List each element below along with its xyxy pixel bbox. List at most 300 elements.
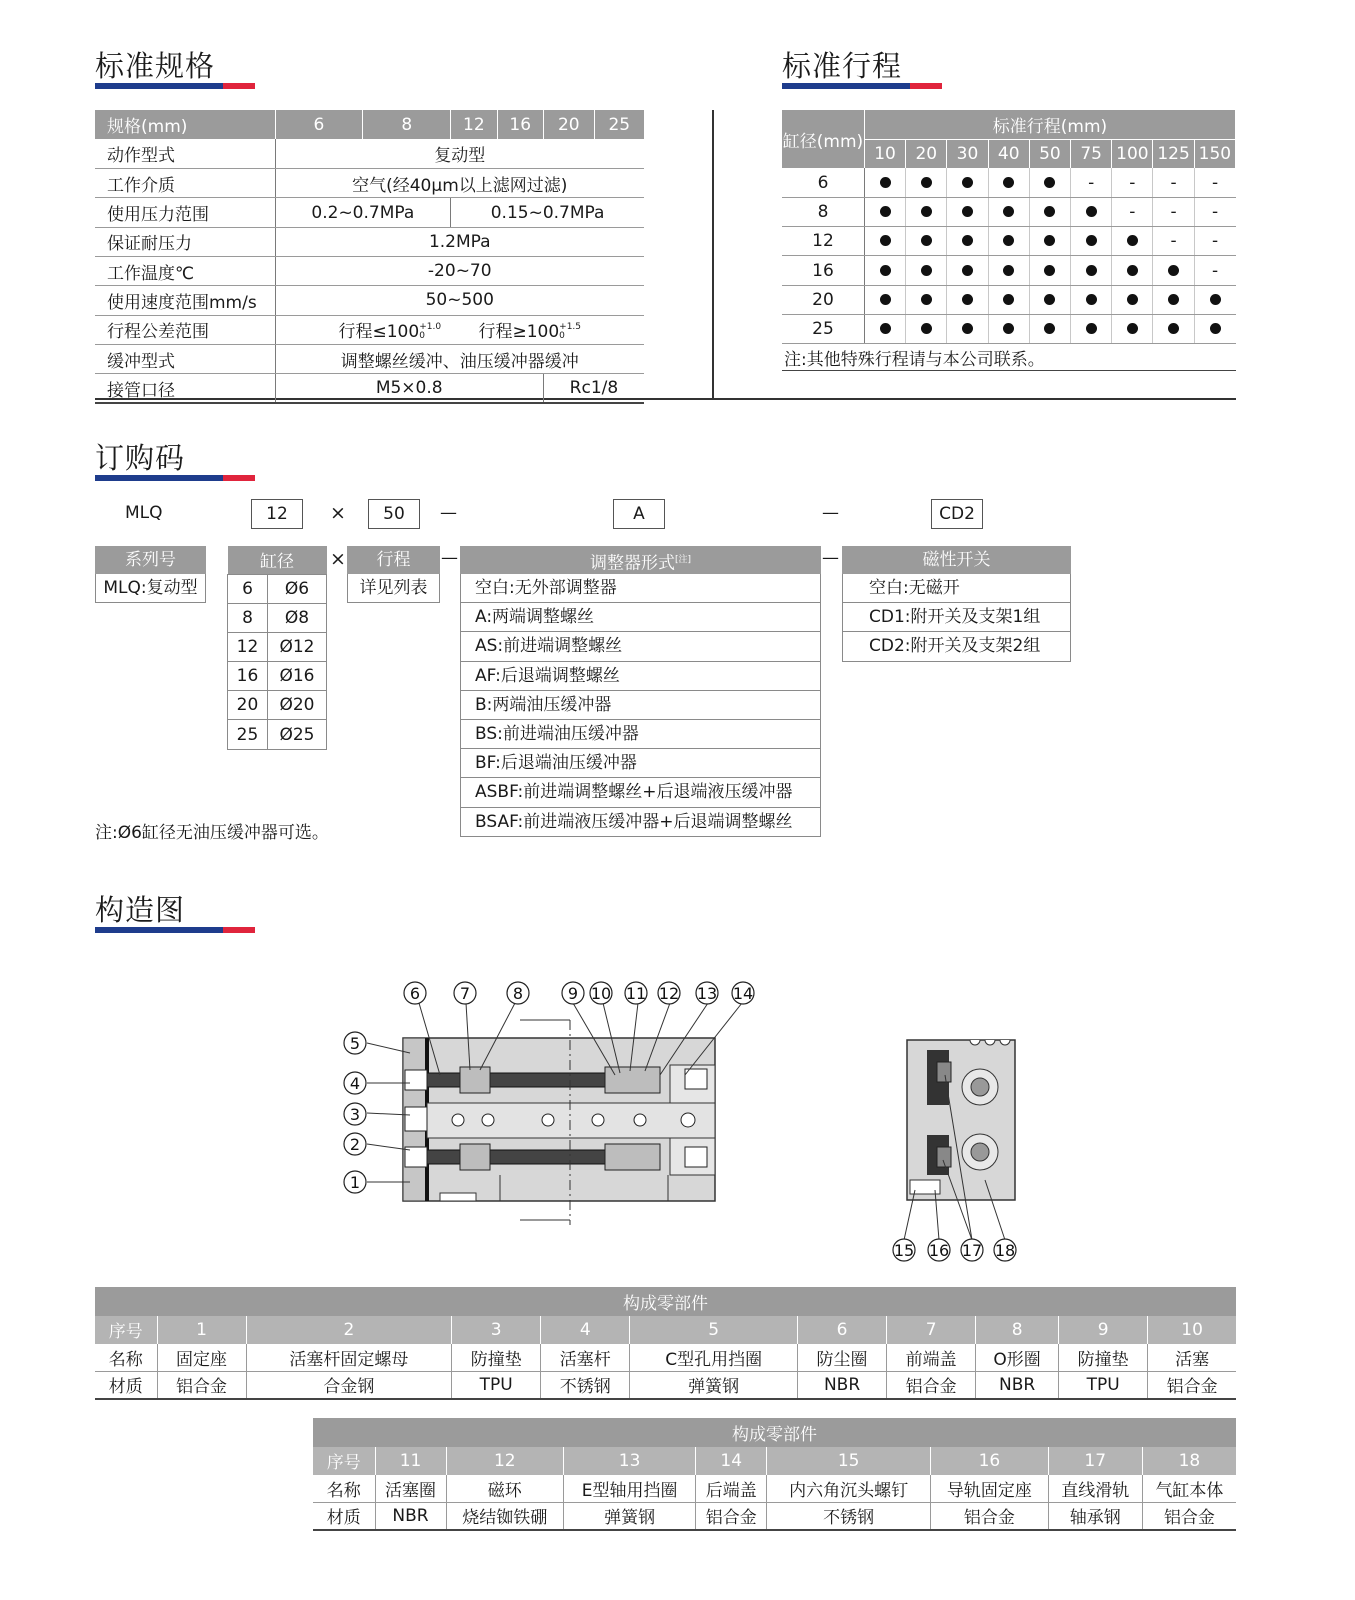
spec-value: 1.2MPa (275, 227, 644, 256)
spec-row-label: 使用速度范围mm/s (95, 286, 275, 315)
part-callout (994, 1239, 1016, 1261)
stroke-cell (1029, 227, 1070, 256)
spec-row-label: 接管口径 (95, 374, 275, 403)
bore-row (228, 662, 327, 691)
adjuster-option: BF:后退端油压缓冲器 (460, 749, 821, 778)
stroke-cell (947, 227, 988, 256)
bore-diameter: Ø25 (268, 720, 327, 749)
adjuster-option: AS:前进端调整螺丝 (460, 632, 821, 661)
bore-diameter: Ø12 (268, 632, 327, 661)
stroke-row (782, 168, 1236, 197)
bore-row (228, 632, 327, 661)
stroke-cell: - (1153, 227, 1194, 256)
series-table (95, 546, 206, 603)
adjuster-option: A:两端调整螺丝 (460, 603, 821, 632)
part-callout-number: 18 (994, 1241, 1016, 1260)
order-stroke-item: 详见列表 (347, 574, 440, 603)
available-dot-icon (1044, 235, 1055, 246)
bore-row (228, 691, 327, 720)
part-callout-number: 16 (928, 1241, 950, 1260)
column-divider (712, 110, 714, 400)
part-callout (590, 982, 612, 1004)
parts-table-2 (313, 1418, 1236, 1531)
available-dot-icon (962, 294, 973, 305)
spec-value: 50~500 (275, 286, 644, 315)
parts-no: 13 (564, 1447, 696, 1475)
stroke-row (782, 285, 1236, 314)
parts-mat: 铝合金 (1142, 1502, 1236, 1530)
stroke-cell (1071, 227, 1112, 256)
part-callout (961, 1239, 983, 1261)
parts-no: 12 (446, 1447, 563, 1475)
part-callout-number: 15 (893, 1241, 915, 1260)
stroke-col-header: 150 (1194, 139, 1235, 168)
part-callout (344, 1032, 366, 1054)
parts-mat: 铝合金 (931, 1502, 1048, 1530)
order-switch-box: CD2 (931, 499, 983, 529)
available-dot-icon (880, 206, 891, 217)
parts-name: 内六角沉头螺钉 (767, 1475, 931, 1503)
available-dot-icon (1127, 294, 1138, 305)
stroke-cell (1153, 256, 1194, 285)
parts-no: 16 (931, 1447, 1048, 1475)
parts-no: 6 (798, 1316, 887, 1344)
available-dot-icon (1127, 235, 1138, 246)
order-dash: — (822, 548, 839, 568)
available-dot-icon (1086, 235, 1097, 246)
stroke-cell (906, 285, 947, 314)
stroke-col-header: 10 (864, 139, 905, 168)
spec-row-label: 缓冲型式 (95, 344, 275, 373)
stroke-cell (988, 314, 1029, 343)
adjuster-note-mark: [注] (674, 555, 692, 565)
adjuster-option: AF:后退端调整螺丝 (460, 662, 821, 691)
stroke-cell (947, 314, 988, 343)
parts-mat: 铝合金 (887, 1371, 976, 1399)
parts-mat: 不锈钢 (541, 1371, 630, 1399)
adjuster-option: 空白:无外部调整器 (460, 574, 821, 603)
parts-no: 8 (976, 1316, 1059, 1344)
tolerance-b: 行程≥100 (478, 322, 560, 343)
spec-table (95, 110, 644, 404)
adjuster-option: B:两端油压缓冲器 (460, 691, 821, 720)
spec-value: 复动型 (275, 139, 644, 168)
parts-no: 17 (1048, 1447, 1142, 1475)
part-callout-number: 13 (696, 984, 718, 1003)
parts-no: 7 (887, 1316, 976, 1344)
stroke-row-bore: 8 (782, 198, 864, 227)
spec-value: 0.15~0.7MPa (451, 198, 644, 227)
parts-row-label: 名称 (313, 1475, 375, 1503)
spec-row-label: 使用压力范围 (95, 198, 275, 227)
part-callout (344, 1171, 366, 1193)
stroke-cell: - (1112, 168, 1153, 197)
available-dot-icon (880, 177, 891, 188)
parts-mat: NBR (976, 1371, 1059, 1399)
part-callout (928, 1239, 950, 1261)
stroke-cell (988, 285, 1029, 314)
part-callout-number: 10 (590, 984, 612, 1003)
stroke-col-header: 50 (1029, 139, 1070, 168)
switch-option: CD1:附开关及支架1组 (842, 603, 1071, 632)
parts-title: 构成零部件 (95, 1287, 1236, 1316)
switch-option: CD2:附开关及支架2组 (842, 632, 1071, 661)
bore-code: 8 (228, 603, 268, 632)
available-dot-icon (1086, 323, 1097, 334)
section-title-spec: 标准规格 (95, 49, 216, 83)
stroke-row-bore: 12 (782, 227, 864, 256)
bore-diameter: Ø20 (268, 691, 327, 720)
order-stroke-title: 行程 (347, 546, 440, 574)
stroke-row-bore: 20 (782, 285, 864, 314)
stroke-row-bore: 25 (782, 314, 864, 343)
stroke-cell (947, 198, 988, 227)
stroke-bore-label: 缸径(mm) (782, 110, 864, 168)
parts-mat: 铝合金 (696, 1502, 767, 1530)
part-callout (344, 1103, 366, 1125)
stroke-cell (1029, 198, 1070, 227)
parts-no: 10 (1148, 1316, 1236, 1344)
structure-diagram (330, 975, 754, 1235)
stroke-note-rule (782, 370, 1236, 371)
stroke-cell (1029, 256, 1070, 285)
parts-mat: 轴承钢 (1048, 1502, 1142, 1530)
parts-row-label: 序号 (95, 1316, 157, 1344)
bore-code: 12 (228, 632, 268, 661)
part-callout-number: 7 (459, 984, 471, 1003)
available-dot-icon (1210, 323, 1221, 334)
part-callout-number: 9 (567, 984, 579, 1003)
stroke-row (782, 198, 1236, 227)
bore-code: 16 (228, 662, 268, 691)
available-dot-icon (880, 294, 891, 305)
part-callout (404, 982, 426, 1004)
order-stroke-table (347, 546, 440, 603)
adjuster-table (460, 546, 821, 837)
spec-size: 20 (543, 110, 594, 139)
stroke-cell: - (1194, 168, 1235, 197)
part-callout (562, 982, 584, 1004)
part-callout (893, 1239, 915, 1261)
bore-code: 20 (228, 691, 268, 720)
stroke-cell (1153, 314, 1194, 343)
tolerance-a-upper: +1.0 (419, 322, 442, 333)
stroke-table (782, 110, 1236, 344)
spec-value-tolerance (275, 315, 644, 344)
order-adjuster-box: A (613, 499, 665, 529)
available-dot-icon (1168, 323, 1179, 334)
stroke-cell (864, 256, 905, 285)
order-times: × (330, 502, 346, 524)
part-callout-number: 8 (512, 984, 524, 1003)
stroke-row (782, 314, 1236, 343)
stroke-cell (906, 198, 947, 227)
available-dot-icon (921, 206, 932, 217)
available-dot-icon (921, 177, 932, 188)
stroke-cell: - (1112, 198, 1153, 227)
stroke-cell (1112, 314, 1153, 343)
parts-row-label: 名称 (95, 1344, 157, 1372)
available-dot-icon (1003, 235, 1014, 246)
spec-row-label: 工作介质 (95, 169, 275, 198)
parts-name: 活塞杆 (541, 1344, 630, 1372)
spec-row-label: 动作型式 (95, 139, 275, 168)
parts-name: 活塞 (1148, 1344, 1236, 1372)
available-dot-icon (962, 235, 973, 246)
stroke-cell (1194, 285, 1235, 314)
parts-mat: TPU (1059, 1371, 1148, 1399)
part-callout-number: 6 (409, 984, 421, 1003)
adjuster-title: 调整器形式[注] (460, 546, 821, 574)
spec-value: 0.2~0.7MPa (275, 198, 451, 227)
series-title: 系列号 (95, 546, 206, 574)
parts-no: 5 (630, 1316, 798, 1344)
available-dot-icon (1003, 323, 1014, 334)
title-underline (95, 475, 255, 481)
stroke-cell (1194, 314, 1235, 343)
parts-no: 1 (157, 1316, 246, 1344)
order-times: × (330, 548, 346, 570)
spec-header-label: 规格(mm) (95, 110, 275, 139)
bore-table (227, 546, 327, 750)
stroke-cell (1112, 285, 1153, 314)
stroke-cell: - (1194, 256, 1235, 285)
stroke-cell (1153, 285, 1194, 314)
bore-diameter: Ø8 (268, 603, 327, 632)
available-dot-icon (1127, 265, 1138, 276)
parts-row-label: 序号 (313, 1447, 375, 1475)
spec-row-label: 行程公差范围 (95, 315, 275, 344)
stroke-cell (947, 285, 988, 314)
parts-name: 防撞垫 (452, 1344, 541, 1372)
stroke-cell (864, 168, 905, 197)
available-dot-icon (880, 235, 891, 246)
stroke-cell (988, 227, 1029, 256)
parts-no: 3 (452, 1316, 541, 1344)
parts-mat: TPU (452, 1371, 541, 1399)
parts-title: 构成零部件 (313, 1418, 1236, 1447)
stroke-cell (1029, 314, 1070, 343)
available-dot-icon (1044, 265, 1055, 276)
stroke-col-header: 75 (1071, 139, 1112, 168)
part-callout (507, 982, 529, 1004)
tolerance-a-lower: 0 (419, 331, 425, 342)
stroke-cell: - (1194, 227, 1235, 256)
spec-row-label: 保证耐压力 (95, 227, 275, 256)
spec-value: -20~70 (275, 256, 644, 285)
stroke-cell (864, 314, 905, 343)
bore-code: 6 (228, 574, 268, 603)
part-callout (696, 982, 718, 1004)
bore-diameter: Ø16 (268, 662, 327, 691)
adjuster-option: ASBF:前进端调整螺丝+后退端液压缓冲器 (460, 778, 821, 807)
title-underline (95, 927, 255, 933)
part-callout-number: 17 (961, 1241, 983, 1260)
parts-mat: NBR (798, 1371, 887, 1399)
parts-name: 气缸本体 (1142, 1475, 1236, 1503)
section-title-stroke: 标准行程 (782, 49, 903, 83)
parts-no: 11 (375, 1447, 446, 1475)
stroke-cell (864, 285, 905, 314)
stroke-cell (1112, 227, 1153, 256)
available-dot-icon (1168, 265, 1179, 276)
available-dot-icon (880, 323, 891, 334)
available-dot-icon (880, 265, 891, 276)
stroke-cell (1112, 256, 1153, 285)
parts-name: C型孔用挡圈 (630, 1344, 798, 1372)
stroke-col-header: 125 (1153, 139, 1194, 168)
spec-value: 调整螺丝缓冲、油压缓冲器缓冲 (275, 344, 644, 373)
stroke-cell (1071, 314, 1112, 343)
part-callout-number: 3 (349, 1105, 361, 1124)
available-dot-icon (1044, 177, 1055, 188)
parts-name: 导轨固定座 (931, 1475, 1048, 1503)
order-dash: — (441, 548, 458, 568)
available-dot-icon (962, 265, 973, 276)
spec-value: M5×0.8 (275, 374, 543, 403)
bore-row (228, 720, 327, 749)
bore-diameter: Ø6 (268, 574, 327, 603)
spec-size: 16 (497, 110, 543, 139)
spec-size: 8 (363, 110, 451, 139)
stroke-cell (1029, 285, 1070, 314)
available-dot-icon (921, 294, 932, 305)
section-title-order: 订购码 (95, 441, 186, 475)
stroke-col-header: 100 (1112, 139, 1153, 168)
available-dot-icon (921, 323, 932, 334)
part-callout-number: 12 (658, 984, 680, 1003)
stroke-cell (1029, 168, 1070, 197)
stroke-cell (988, 256, 1029, 285)
available-dot-icon (962, 177, 973, 188)
available-dot-icon (962, 323, 973, 334)
available-dot-icon (921, 235, 932, 246)
section-title-structure: 构造图 (95, 893, 186, 927)
stroke-cell (906, 227, 947, 256)
spec-size: 6 (275, 110, 363, 139)
part-callout-number: 4 (349, 1074, 361, 1093)
stroke-col-header: 30 (947, 139, 988, 168)
stroke-label: 标准行程(mm) (864, 110, 1235, 139)
bore-title: 缸径 (228, 546, 327, 574)
order-stroke-box: 50 (368, 499, 420, 529)
side-view-diagram (885, 1030, 1035, 1270)
parts-mat: 合金钢 (246, 1371, 452, 1399)
adjuster-option: BSAF:前进端液压缓冲器+后退端调整螺丝 (460, 808, 821, 837)
part-callout (454, 982, 476, 1004)
spec-size: 12 (451, 110, 497, 139)
stroke-col-header: 20 (906, 139, 947, 168)
available-dot-icon (1003, 177, 1014, 188)
parts-no: 2 (246, 1316, 452, 1344)
stroke-col-header: 40 (988, 139, 1029, 168)
available-dot-icon (1168, 294, 1179, 305)
parts-mat: 烧结铷铁硼 (446, 1502, 563, 1530)
title-underline (782, 83, 942, 89)
stroke-row-bore: 16 (782, 256, 864, 285)
stroke-note: 注:其他特殊行程请与本公司联系。 (784, 350, 1045, 370)
available-dot-icon (1086, 265, 1097, 276)
stroke-row-bore: 6 (782, 168, 864, 197)
parts-mat: 弹簧钢 (630, 1371, 798, 1399)
stroke-cell: - (1153, 168, 1194, 197)
switch-title: 磁性开关 (842, 546, 1071, 574)
parts-mat: 铝合金 (157, 1371, 246, 1399)
part-callout-number: 14 (732, 984, 754, 1003)
bore-row (228, 603, 327, 632)
parts-name: 磁环 (446, 1475, 563, 1503)
stroke-row (782, 227, 1236, 256)
parts-name: 固定座 (157, 1344, 246, 1372)
parts-mat: 弹簧钢 (564, 1502, 696, 1530)
parts-no: 18 (1142, 1447, 1236, 1475)
parts-mat: 铝合金 (1148, 1371, 1236, 1399)
parts-no: 14 (696, 1447, 767, 1475)
parts-mat: 不锈钢 (767, 1502, 931, 1530)
parts-mat: NBR (375, 1502, 446, 1530)
parts-name: O形圈 (976, 1344, 1059, 1372)
switch-table (842, 546, 1071, 662)
available-dot-icon (1210, 294, 1221, 305)
stroke-cell: - (1194, 198, 1235, 227)
parts-name: E型轴用挡圈 (564, 1475, 696, 1503)
part-callout-number: 11 (625, 984, 647, 1003)
available-dot-icon (1044, 206, 1055, 217)
parts-no: 15 (767, 1447, 931, 1475)
part-callout (625, 982, 647, 1004)
spec-value: 空气(经40μm以上滤网过滤) (275, 169, 644, 198)
tolerance-b-lower: 0 (559, 331, 565, 342)
spec-size: 25 (594, 110, 644, 139)
parts-no: 9 (1059, 1316, 1148, 1344)
available-dot-icon (1086, 294, 1097, 305)
available-dot-icon (1044, 294, 1055, 305)
available-dot-icon (1003, 294, 1014, 305)
stroke-cell (947, 256, 988, 285)
part-callout-number: 5 (349, 1034, 361, 1053)
spec-value: Rc1/8 (543, 374, 644, 403)
part-callout (344, 1133, 366, 1155)
parts-name: 防尘圈 (798, 1344, 887, 1372)
order-note: 注:Ø6缸径无油压缓冲器可选。 (95, 823, 329, 843)
part-callout (732, 982, 754, 1004)
parts-name: 活塞杆固定螺母 (246, 1344, 452, 1372)
stroke-cell (988, 198, 1029, 227)
spec-row-label: 工作温度℃ (95, 256, 275, 285)
parts-row-label: 材质 (95, 1371, 157, 1399)
part-callout-number: 2 (349, 1135, 361, 1154)
available-dot-icon (1003, 265, 1014, 276)
available-dot-icon (1003, 206, 1014, 217)
stroke-cell (1071, 285, 1112, 314)
available-dot-icon (921, 265, 932, 276)
parts-no: 4 (541, 1316, 630, 1344)
parts-name: 后端盖 (696, 1475, 767, 1503)
stroke-cell (864, 227, 905, 256)
tolerance-b-upper: +1.5 (559, 322, 582, 333)
parts-name: 防撞垫 (1059, 1344, 1148, 1372)
part-callout-number: 1 (349, 1173, 361, 1192)
parts-name: 前端盖 (887, 1344, 976, 1372)
order-dash: — (822, 503, 839, 523)
part-callout (344, 1072, 366, 1094)
bore-code: 25 (228, 720, 268, 749)
stroke-cell (947, 168, 988, 197)
parts-name: 活塞圈 (375, 1475, 446, 1503)
stroke-cell (906, 168, 947, 197)
order-dash: — (440, 503, 457, 523)
part-callout (658, 982, 680, 1004)
